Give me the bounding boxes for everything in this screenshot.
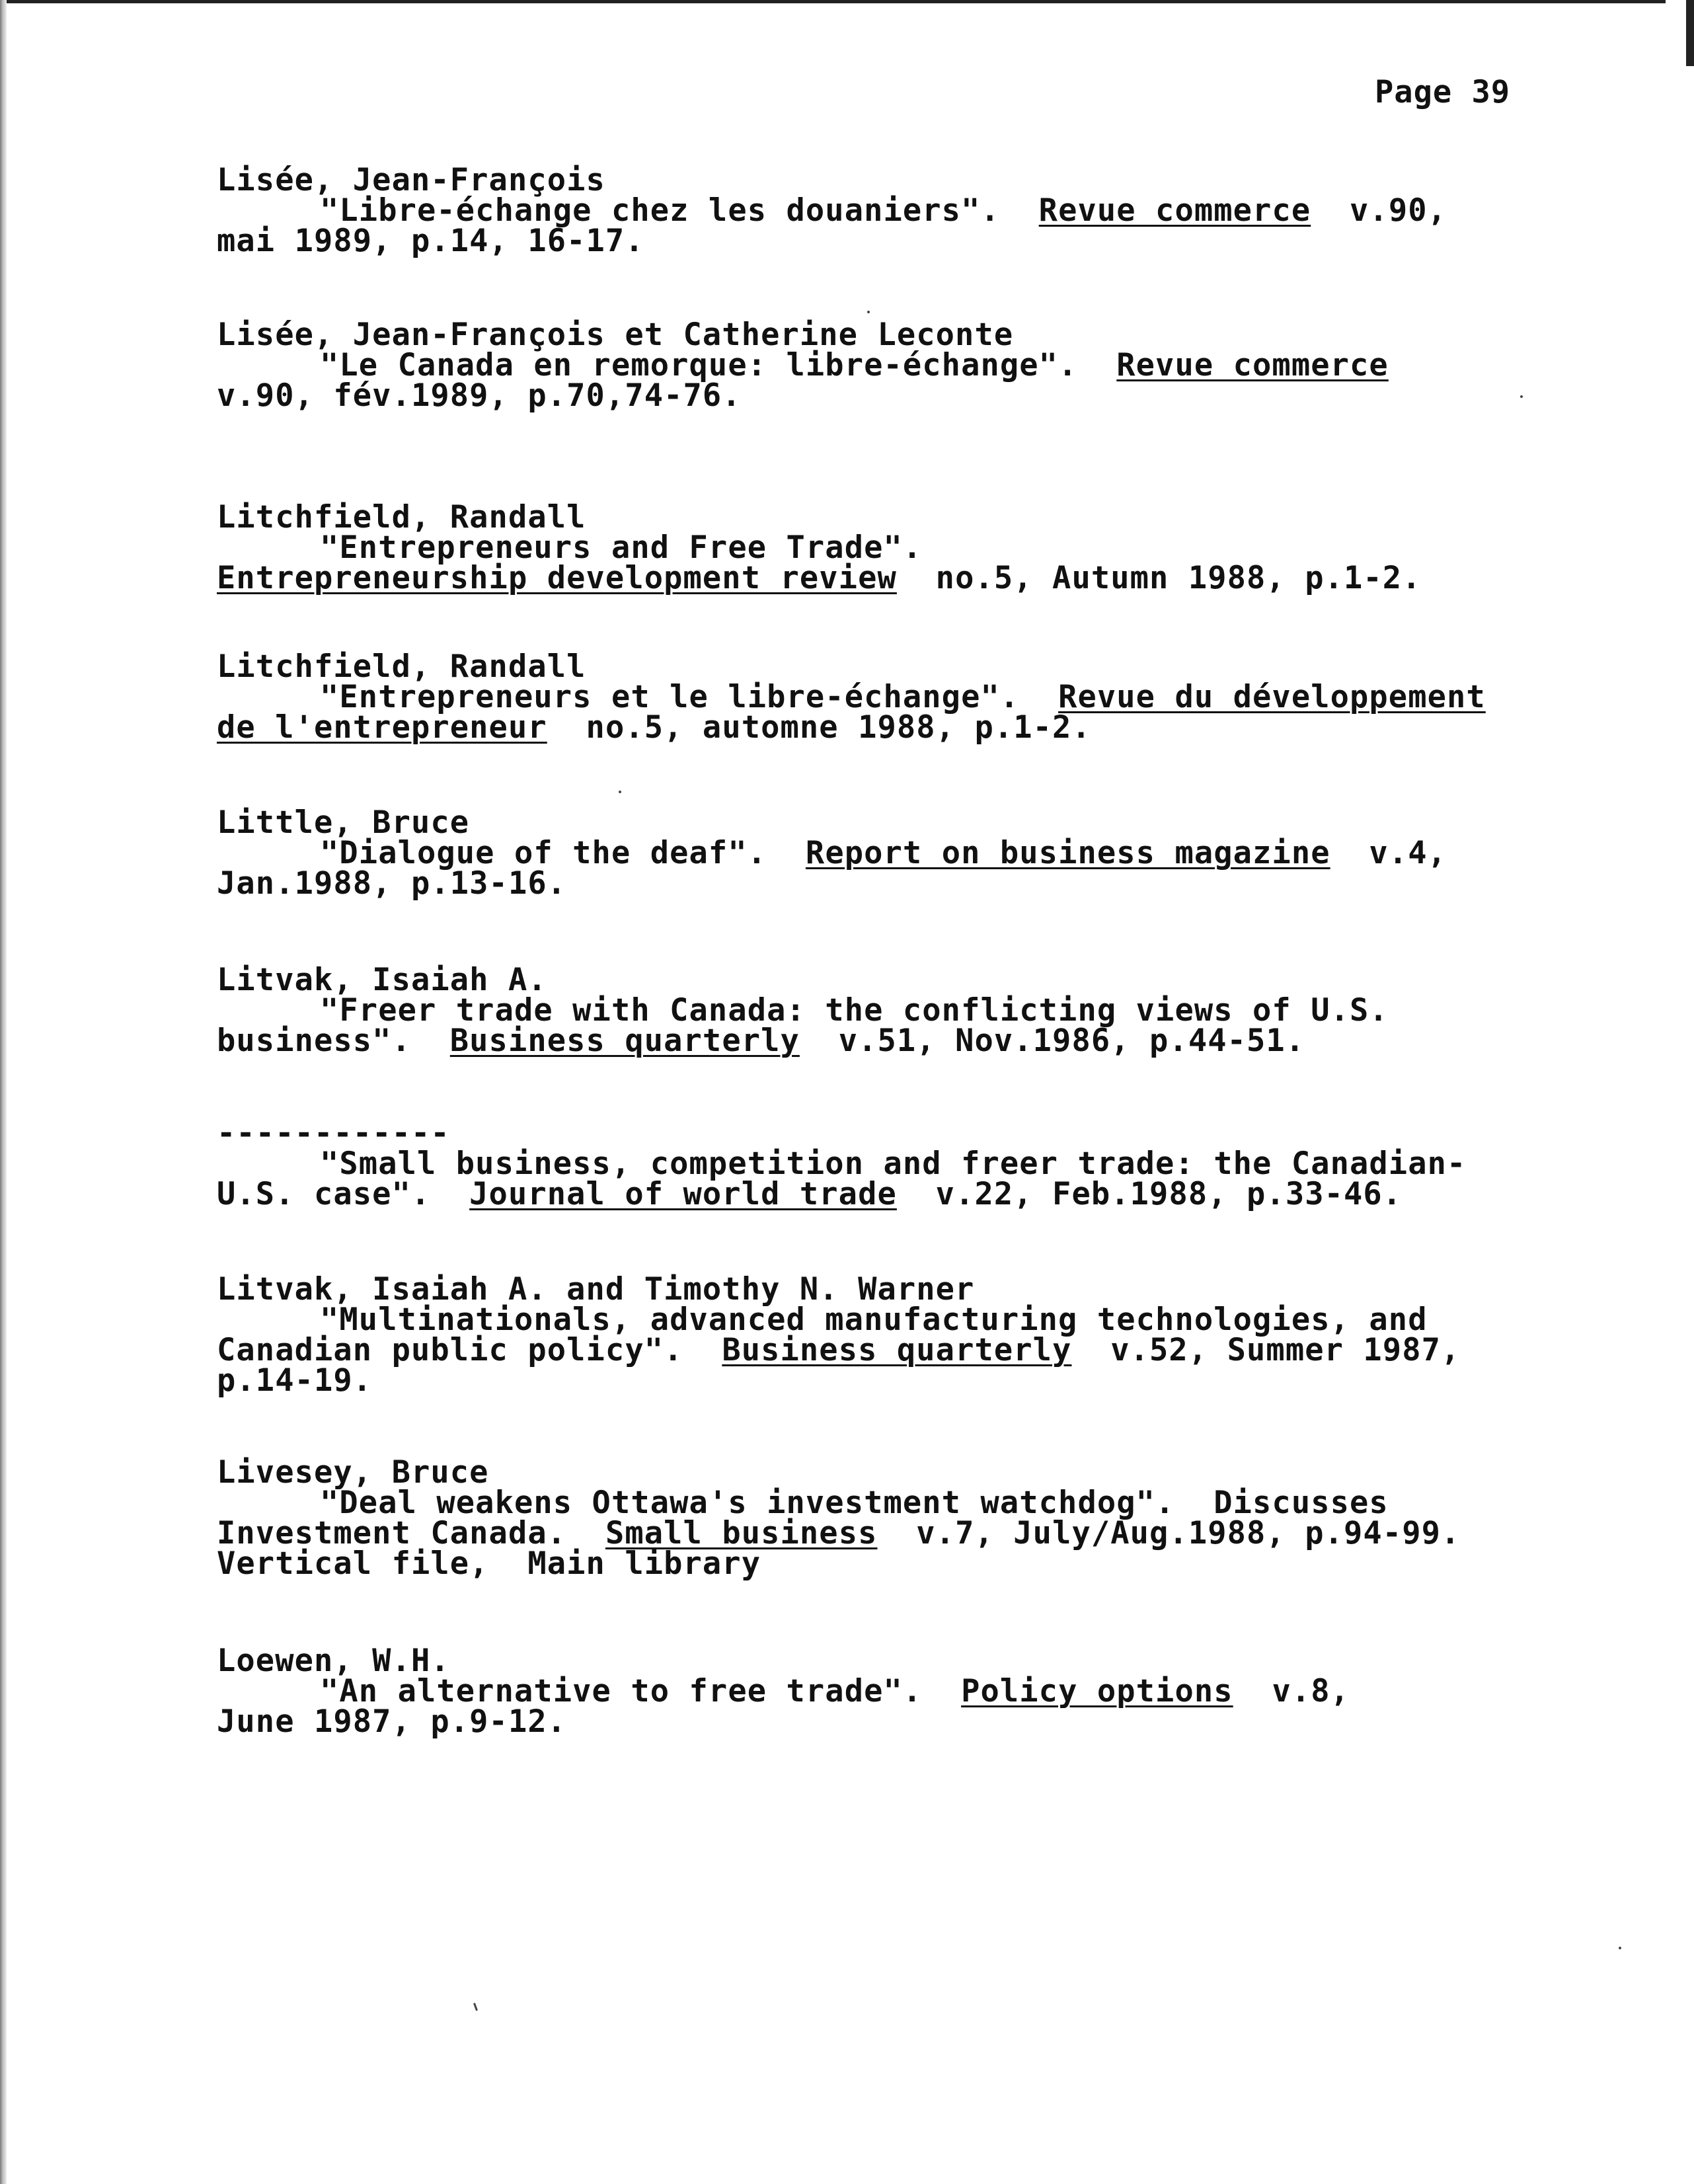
entry-author: Little, Bruce (217, 804, 470, 841)
scan-speck (1619, 1947, 1621, 1949)
entry-author: Litchfield, Randall (217, 648, 586, 685)
entry-line (217, 223, 1572, 259)
citation-details: v.22, Feb.1988, p.33-46. (896, 1176, 1403, 1212)
publication-title: Journal of world trade (469, 1176, 897, 1212)
bibliography-entry (217, 317, 1572, 414)
citation-details: v.7, July/Aug.1988, p.94-99. (877, 1515, 1461, 1551)
citation-text: Investment Canada. (217, 1515, 605, 1551)
publication-title: Policy options (961, 1673, 1233, 1709)
entry-line (217, 1176, 1572, 1212)
publication-title: Entrepreneurship development review (217, 560, 897, 596)
citation-text: Vertical file, Main library (217, 1545, 761, 1582)
entry-line (217, 1023, 1572, 1059)
citation-details: no.5, Autumn 1988, p.1-2. (896, 560, 1422, 596)
entry-line (217, 1515, 1572, 1551)
scan-edge-right (1686, 0, 1694, 66)
entry-author: Litchfield, Randall (217, 499, 586, 535)
citation-text: Jan.1988, p.13-16. (217, 865, 567, 902)
citation-text: "Dialogue of the deaf". (320, 835, 806, 871)
citation-details: v.90, (1311, 192, 1447, 229)
publication-title: Revue commerce (1038, 192, 1311, 229)
entry-line (217, 347, 1572, 383)
same-author-dash: ------------ (217, 1115, 450, 1151)
citation-text: p.14-19. (217, 1362, 373, 1399)
citation-text: v.90, fév.1989, p.70,74-76. (217, 377, 742, 414)
citation-details: v.4, (1330, 835, 1447, 871)
scan-edge-top (0, 0, 1666, 3)
entry-line (217, 1146, 1572, 1182)
entry-author: Livesey, Bruce (217, 1454, 489, 1491)
bibliography-entry (217, 1454, 1572, 1582)
entry-line (217, 709, 1572, 746)
entry-line (217, 1673, 1572, 1709)
publication-title: Revue du développement (1058, 679, 1486, 715)
entry-line (217, 377, 1572, 414)
entry-author: Lisée, Jean-François (217, 162, 605, 198)
scan-speck (619, 791, 621, 793)
citation-text: Canadian public policy". (217, 1332, 722, 1368)
publication-title: Business quarterly (722, 1332, 1072, 1368)
bibliography-entry (217, 162, 1572, 259)
entry-line (217, 1545, 1572, 1582)
entry-line (217, 1703, 1572, 1740)
entry-author: Loewen, W.H. (217, 1643, 450, 1679)
citation-text: mai 1989, p.14, 16-17. (217, 223, 644, 259)
citation-text: "An alternative to free trade". (320, 1673, 962, 1709)
entry-line (217, 992, 1572, 1029)
entry-author: Litvak, Isaiah A. (217, 962, 547, 998)
bibliography-entry (217, 804, 1572, 902)
page-number: Page 39 (1375, 74, 1511, 110)
citation-text: "Freer trade with Canada: the conflicting views of U.S. (320, 992, 1389, 1029)
scan-mark (473, 2003, 478, 2011)
citation-text: U.S. case". (217, 1176, 470, 1212)
bibliography-entry (217, 648, 1572, 746)
publication-title: Revue commerce (1116, 347, 1389, 383)
bibliography-entry (217, 1643, 1572, 1740)
entry-line (217, 560, 1572, 596)
citation-text: "Deal weakens Ottawa's investment watchdog". Discusses (320, 1485, 1389, 1521)
bibliography-entry (217, 1115, 1572, 1212)
publication-title: Business quarterly (449, 1023, 800, 1059)
scan-edge-left (0, 0, 7, 2184)
entry-line (217, 679, 1572, 715)
entry-line (217, 192, 1572, 229)
entry-line (217, 835, 1572, 871)
bibliography-entry (217, 962, 1572, 1059)
publication-title: Small business (605, 1515, 878, 1551)
publication-title: Report on business magazine (805, 835, 1330, 871)
entry-line (217, 1302, 1572, 1338)
bibliography-entry (217, 1271, 1572, 1399)
citation-text: "Libre-échange chez les douaniers". (320, 192, 1039, 229)
citation-text: "Multinationals, advanced manufacturing technologies, and (320, 1302, 1428, 1338)
entry-author: Lisée, Jean-François et Catherine Leconte (217, 317, 1014, 353)
citation-details: v.52, Summer 1987, (1071, 1332, 1461, 1368)
publication-title: de l'entrepreneur (217, 709, 547, 746)
entry-line (217, 865, 1572, 902)
entry-line (217, 1362, 1572, 1399)
bibliography-entry (217, 499, 1572, 596)
citation-text: "Le Canada en remorque: libre-échange". (320, 347, 1117, 383)
citation-text: business". (217, 1023, 450, 1059)
citation-text: "Entrepreneurs and Free Trade". (320, 529, 923, 566)
entry-line (217, 1485, 1572, 1521)
citation-text: "Entrepreneurs et le libre-échange". (320, 679, 1059, 715)
citation-details: no.5, automne 1988, p.1-2. (547, 709, 1091, 746)
entry-line (217, 1332, 1572, 1368)
entry-line (217, 529, 1572, 566)
entry-author: Litvak, Isaiah A. and Timothy N. Warner (217, 1271, 975, 1307)
scan-speck (867, 311, 870, 313)
scan-speck (1520, 395, 1523, 398)
citation-details: v.51, Nov.1986, p.44-51. (799, 1023, 1305, 1059)
citation-details: v.8, (1233, 1673, 1350, 1709)
citation-text: June 1987, p.9-12. (217, 1703, 567, 1740)
citation-text: "Small business, competition and freer trade: the Canadian- (320, 1146, 1467, 1182)
